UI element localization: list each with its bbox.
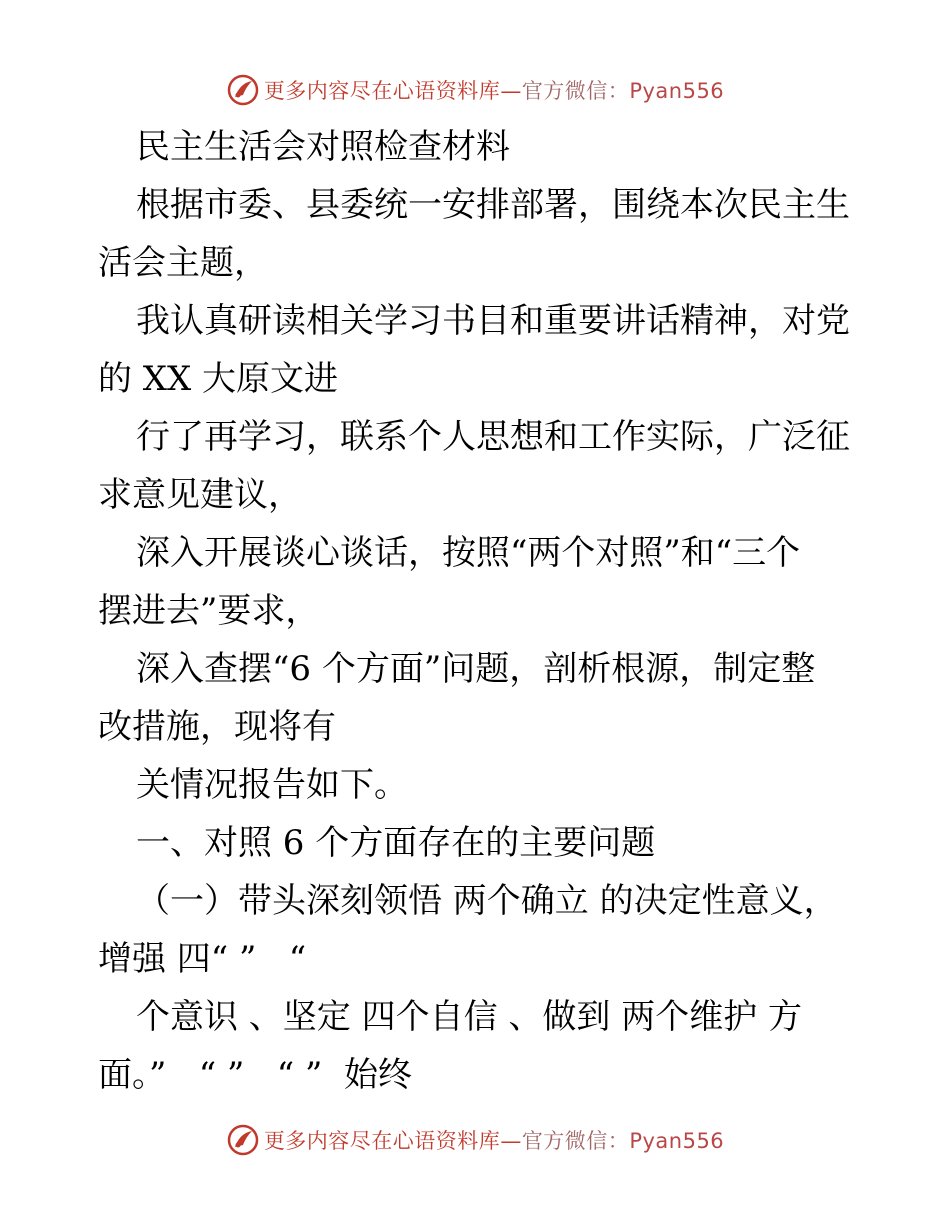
doc-line: 的 XX 大原文进 xyxy=(98,359,339,399)
doc-line: 深入开展谈心谈话，按照“两个对照”和“三个 xyxy=(136,533,801,573)
watermark-text xyxy=(264,1125,724,1155)
watermark-banner-bottom xyxy=(0,1120,950,1160)
subsection-heading: （一）带头深刻领悟 两个确立 的决定性意义， xyxy=(136,881,838,921)
doc-line: 我认真研读相关学习书目和重要讲话精神，对党 xyxy=(136,301,850,341)
brush-logo-icon xyxy=(226,1123,260,1157)
section-heading: 一、对照 6 个方面存在的主要问题 xyxy=(136,823,656,863)
watermark-wechat-id: Pyan556 xyxy=(629,79,725,103)
doc-line: 根据市委、县委统一安排部署，围绕本次民主生 xyxy=(136,185,850,225)
watermark-dash: — xyxy=(500,79,522,103)
watermark-text xyxy=(264,75,724,105)
watermark-wechat-label: 官方微信： xyxy=(521,1129,630,1153)
doc-line: 改措施，现将有 xyxy=(98,707,336,747)
watermark-wechat-id: Pyan556 xyxy=(629,1129,725,1153)
document-body xyxy=(98,118,858,1104)
doc-title: 民主生活会对照检查材料 xyxy=(136,127,510,167)
watermark-banner-top xyxy=(0,70,950,110)
doc-line: 求意见建议， xyxy=(98,475,302,515)
watermark-main: 更多内容尽在心语资料库 xyxy=(263,79,501,103)
doc-line: 摆进去”要求， xyxy=(98,591,320,631)
doc-line: 个意识 、坚定 四个自信 、做到 两个维护 方 xyxy=(136,997,803,1037)
watermark-main: 更多内容尽在心语资料库 xyxy=(263,1129,501,1153)
watermark-dash: — xyxy=(500,1129,522,1153)
doc-line: 面。” “ ” “ ” 始终 xyxy=(98,1055,412,1095)
watermark-wechat-label: 官方微信： xyxy=(521,79,630,103)
doc-line: 深入查摆“6 个方面”问题，剖析根源，制定整 xyxy=(136,649,816,689)
doc-line: 行了再学习，联系个人思想和工作实际，广泛征 xyxy=(136,417,850,457)
doc-line: 活会主题， xyxy=(98,243,268,283)
brush-logo-icon xyxy=(226,73,260,107)
doc-line: 关情况报告如下。 xyxy=(136,765,408,805)
doc-line: 增强 四“ ” “ xyxy=(98,939,307,979)
